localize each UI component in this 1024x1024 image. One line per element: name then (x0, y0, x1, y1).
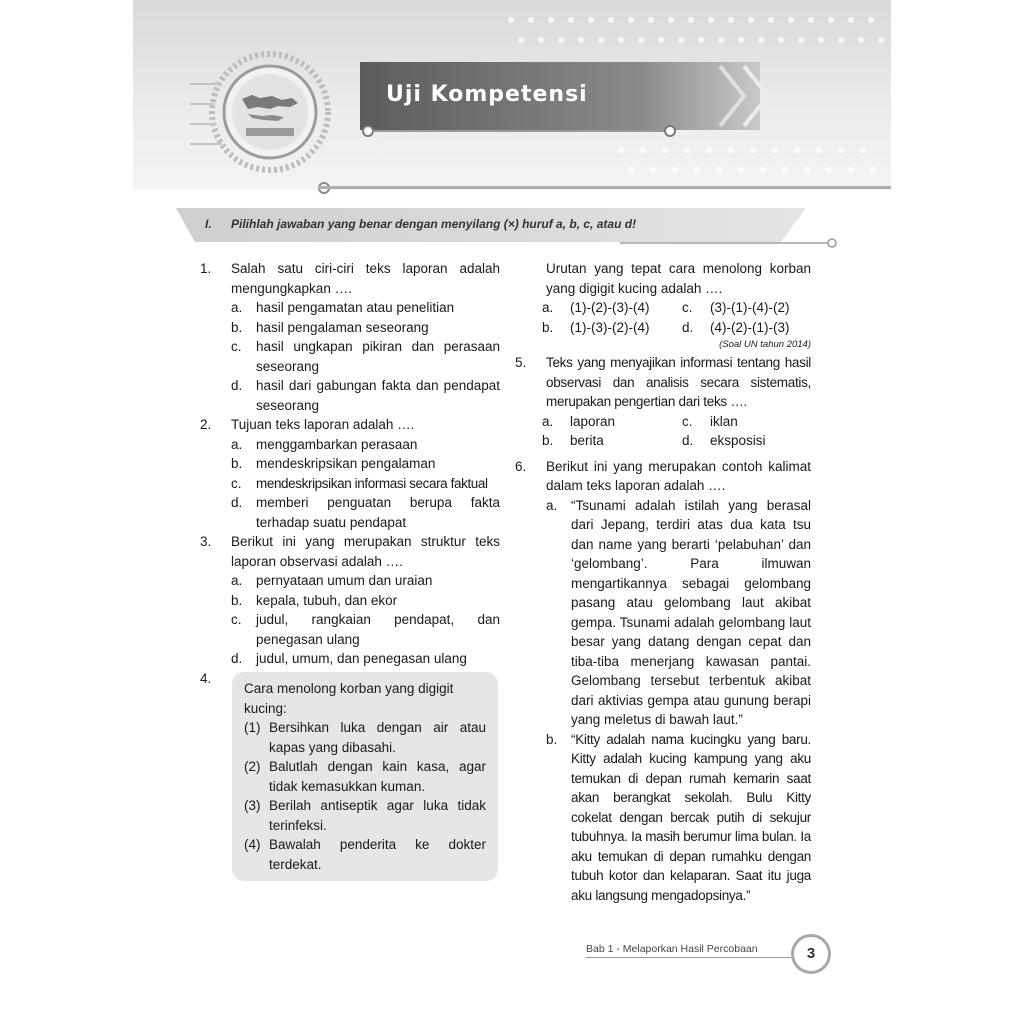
question-text: Berikut ini yang merupakan contoh kalimat dalam teks laporan adalah …. (546, 458, 811, 493)
left-column (200, 259, 500, 688)
question-number: 5. (515, 355, 527, 370)
banner-divider (318, 186, 891, 189)
section-instruction: Pilihlah jawaban yang benar dengan menyilang (×) huruf a, b, c, atau d! (231, 217, 637, 231)
option-letter: c. (231, 612, 242, 627)
option-text: “Kitty adalah nama kucingku yang baru. Kitty adalah kucing kampung yang aku temukan di depan rumah kemarin saat akan berangkat sekolah. Bulu Kitty cokelat dengan bercak putih di sekujur tubuhnya. Ia masih berumur lima bulan. Ia aku temukan di depan rumahku dengan tubuh kotor dan kelaparan. Saat itu juga aku langsung mengadopsinya.” (571, 731, 811, 903)
option-text: judul, rangkaian pendapat, dan penegasan ulang (256, 612, 500, 647)
question-text: Teks yang menyajikan informasi tentang hasil observasi dan analisis secara sistematis, merupakan pengertian dari teks …. (546, 355, 811, 409)
step-2 (244, 757, 486, 796)
option-text: hasil pengamatan atau penelitian (256, 300, 455, 315)
option-letter: a. (231, 573, 243, 588)
question-4-continued (515, 259, 811, 353)
option-c[interactable]: (3)-(1)-(4)-(2) (710, 300, 790, 315)
title-underline (360, 123, 680, 139)
option-letter: b. (231, 319, 243, 335)
option-d[interactable] (200, 649, 500, 669)
option-b[interactable] (200, 318, 500, 338)
option-d[interactable] (200, 493, 500, 532)
source-note: (Soal UN tahun 2014) (719, 339, 811, 350)
step-1 (244, 718, 486, 757)
option-letter-b: b. (542, 433, 554, 448)
option-letter: b. (546, 731, 558, 747)
option-text: hasil pengalaman seseorang (256, 319, 429, 335)
section-number: I. (205, 217, 212, 231)
chapter-label: Bab 1 - Melaporkan Hasil Percobaan (586, 943, 758, 955)
option-text: pernyataan umum dan uraian (256, 573, 433, 588)
option-letter-a: a. (542, 300, 554, 315)
option-a[interactable] (200, 571, 500, 591)
instruction-underline (620, 242, 830, 244)
option-a[interactable]: (1)-(2)-(3)-(4) (570, 300, 650, 315)
question-2 (200, 415, 500, 532)
question-number: 1. (200, 261, 212, 276)
step-text: Balutlah dengan kain kasa, agar tidak kemasukkan kuman. (269, 759, 486, 794)
options-grid (515, 412, 811, 451)
option-letter: d. (231, 378, 243, 393)
question-text: Salah satu ciri-ciri teks laporan adalah mengungkapkan …. (231, 261, 500, 296)
option-text: mendeskripsikan pengalaman (256, 456, 436, 471)
question-number: 6. (515, 458, 527, 474)
question-3 (200, 532, 500, 669)
question-number: 3. (200, 534, 212, 549)
option-text: memberi penguatan berupa fakta terhadap suatu pendapat (256, 495, 500, 530)
step-3 (244, 796, 486, 835)
option-letter-c: c. (682, 300, 693, 315)
page-title: Uji Kompetensi (386, 82, 588, 107)
option-text: menggambarkan perasaan (256, 436, 418, 452)
option-a[interactable]: laporan (570, 413, 616, 429)
question-text: Tujuan teks laporan adalah …. (231, 417, 415, 432)
option-letter-d: d. (682, 433, 694, 448)
question-text: Berikut ini yang merupakan struktur teks laporan observasi adalah …. (231, 534, 500, 569)
option-letter-a: a. (542, 413, 554, 429)
step-4 (244, 835, 486, 874)
option-text: judul, umum, dan penegasan ulang (256, 651, 467, 666)
box-title: Cara menolong korban yang digigit kucing: (244, 681, 454, 716)
option-b[interactable]: (1)-(3)-(2)-(4) (570, 319, 650, 335)
option-letter-c: c. (682, 413, 693, 429)
option-text: kepala, tubuh, dan ekor (256, 592, 398, 608)
option-letter: b. (231, 592, 243, 608)
option-letter: b. (231, 456, 243, 471)
step-text: Bersihkan luka dengan air atau kapas yang dibasahi. (269, 720, 486, 755)
option-c[interactable] (200, 610, 500, 649)
option-letter: c. (231, 339, 242, 354)
option-letter: a. (231, 300, 243, 315)
option-text: “Tsunami adalah istilah yang berasal dari Jepang, terdiri atas dua kata tsu dan name yang berarti ‘pelabuhan’ dan ‘gelombang’. Para ilmuwan mengartikannya sebagai gelombang pasang atau gelombang laut akibat gempa. Tsunami adalah gelombang laut besar yang datang dengan cepat dan tiba-tiba menerjang kawasan pantai. Gelombang tersebut terbentuk akibat dari aktivias gempa atau gunung berapi yang meletus di bawah laut.” (571, 497, 811, 727)
option-b[interactable] (200, 591, 500, 611)
option-b[interactable] (515, 730, 811, 906)
right-column (515, 259, 811, 905)
footer-divider (586, 957, 791, 958)
option-letter-b: b. (542, 319, 554, 335)
question-5 (515, 353, 811, 451)
question-text: Urutan yang tepat cara menolong korban yang digigit kucing adalah …. (546, 261, 811, 296)
question-number: 2. (200, 417, 212, 432)
indonesia-map-emblem (190, 44, 350, 184)
option-c[interactable]: iklan (710, 413, 738, 429)
option-d[interactable]: eksposisi (710, 433, 766, 448)
option-letter-d: d. (682, 319, 694, 335)
option-a[interactable] (200, 298, 500, 318)
banner-line-node (316, 181, 336, 197)
step-number: (2) (244, 759, 261, 774)
option-d[interactable] (200, 376, 500, 415)
step-number: (1) (244, 720, 261, 735)
question-6 (515, 457, 811, 906)
option-d[interactable]: (4)-(2)-(1)-(3) (710, 319, 790, 335)
option-letter: a. (231, 436, 243, 452)
page-number: 3 (791, 934, 831, 974)
option-b[interactable]: berita (570, 433, 604, 448)
option-letter: c. (231, 475, 242, 491)
option-a[interactable] (515, 496, 811, 730)
option-letter: d. (231, 495, 243, 510)
option-text: hasil dari gabungan fakta dan pendapat seseorang (256, 378, 500, 413)
question-number: 4. (200, 670, 212, 686)
chevron-arrows-icon (700, 62, 790, 130)
option-letter: d. (231, 651, 243, 666)
step-number: (4) (244, 837, 261, 852)
options-grid (515, 298, 811, 337)
option-a[interactable] (200, 435, 500, 455)
option-letter: a. (546, 497, 558, 513)
step-text: Bawalah penderita ke dokter terdekat. (269, 837, 486, 872)
option-text: hasil ungkapan pikiran dan perasaan seseorang (256, 339, 500, 374)
first-aid-box (232, 672, 498, 881)
option-text: mendeskripsikan informasi secara faktual (256, 475, 488, 491)
step-number: (3) (244, 798, 261, 813)
question-1 (200, 259, 500, 415)
option-b[interactable] (200, 454, 500, 474)
option-c[interactable] (200, 337, 500, 376)
instruction-line-node (826, 237, 840, 249)
option-c[interactable] (200, 474, 500, 494)
step-text: Berilah antiseptik agar luka tidak terinfeksi. (269, 798, 486, 833)
